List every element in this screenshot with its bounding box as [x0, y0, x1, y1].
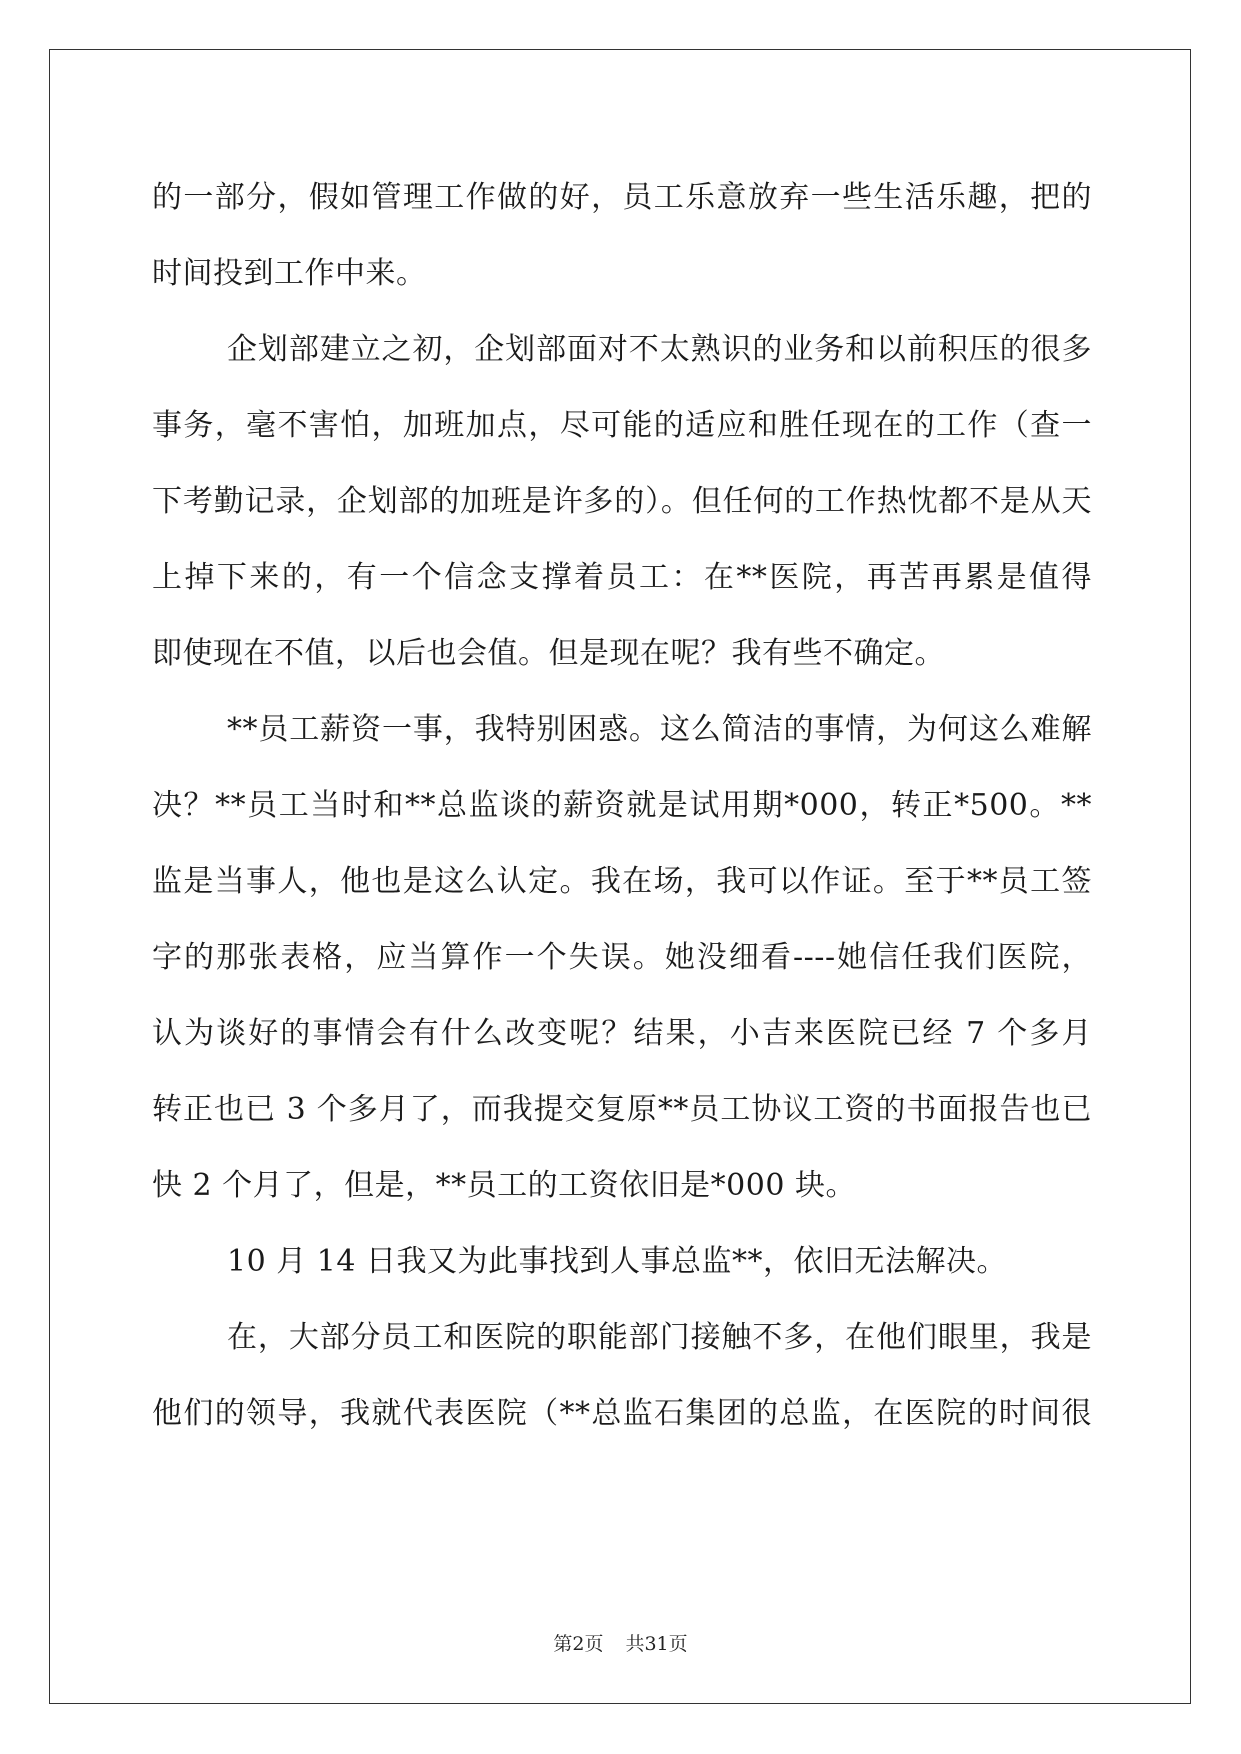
page-number: 第2页	[553, 1633, 604, 1655]
text-line: 上掉下来的，有一个信念支撑着员工：在**医院，再苦再累是值得	[152, 560, 1092, 595]
paragraph-start-line: **员工薪资一事，我特别困惑。这么简洁的事情，为何这么难解	[227, 712, 1092, 747]
text-line: 监是当事人，他也是这么认定。我在场，我可以作证。至于**员工签	[152, 864, 1092, 899]
text-line: 即使现在不值，以后也会值。但是现在呢？我有些不确定。	[152, 636, 945, 671]
paragraph-start-line: 企划部建立之初，企划部面对不太熟识的业务和以前积压的很多	[227, 332, 1092, 367]
text-line: 时间投到工作中来。	[152, 256, 427, 291]
text-line: 认为谈好的事情会有什么改变呢？结果，小吉来医院已经 7 个多月	[152, 1016, 1092, 1051]
text-line: 转正也已 3 个多月了，而我提交复原**员工协议工资的书面报告也已	[152, 1092, 1092, 1127]
paragraph-start-line: 在，大部分员工和医院的职能部门接触不多，在他们眼里，我是	[227, 1320, 1092, 1355]
text-line: 他们的领导，我就代表医院（**总监石集团的总监，在医院的时间很	[152, 1396, 1092, 1431]
page-footer	[0, 1629, 1241, 1656]
text-line: 下考勤记录，企划部的加班是许多的）。但任何的工作热忱都不是从天	[152, 484, 1092, 519]
paragraph-start-line: 10 月 14 日我又为此事找到人事总监**，依旧无法解决。	[227, 1244, 1007, 1279]
page-total: 共31页	[625, 1633, 688, 1655]
text-line: 决？**员工当时和**总监谈的薪资就是试用期*000，转正*500。**	[152, 788, 1092, 823]
text-line: 事务，毫不害怕，加班加点，尽可能的适应和胜任现在的工作（查一	[152, 408, 1092, 443]
text-line: 的一部分，假如管理工作做的好，员工乐意放弃一些生活乐趣，把的	[152, 180, 1092, 215]
text-line: 字的那张表格，应当算作一个失误。她没细看----她信任我们医院，	[152, 940, 1092, 975]
text-line: 快 2 个月了，但是，**员工的工资依旧是*000 块。	[152, 1168, 856, 1203]
document-body	[152, 160, 1092, 1452]
